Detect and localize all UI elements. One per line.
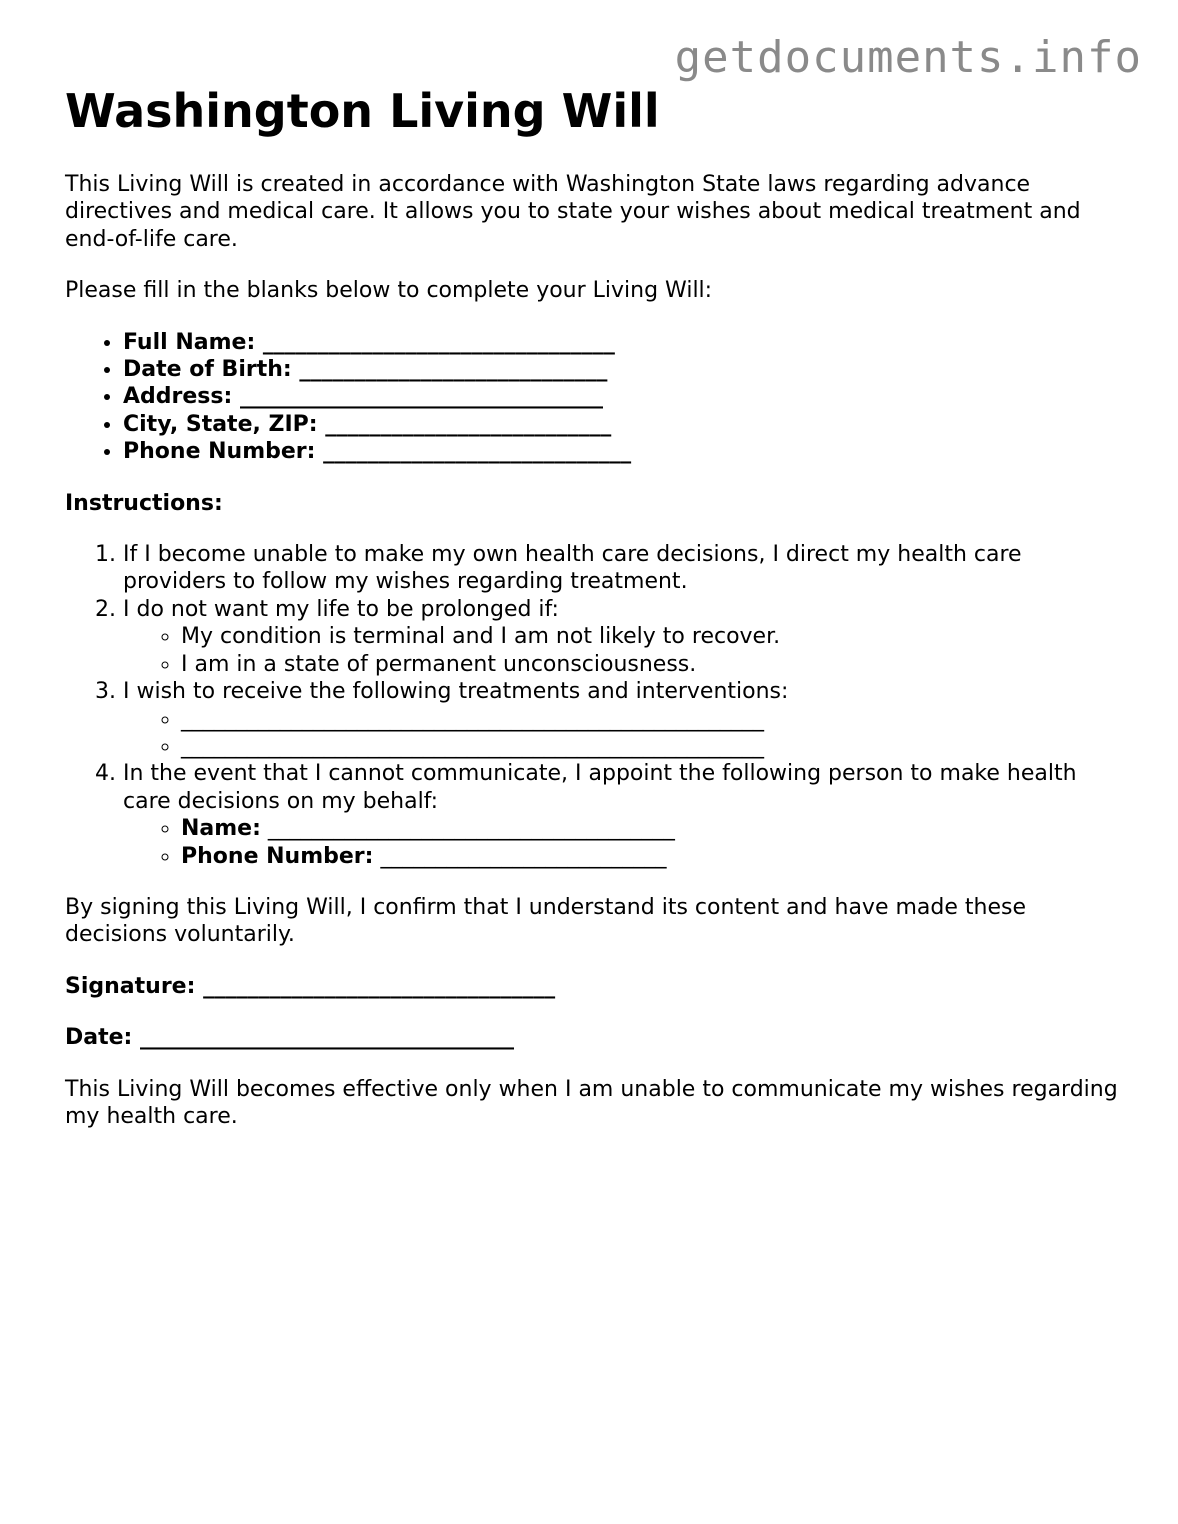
agent-name-field [181, 815, 1125, 842]
document-page [65, 86, 1125, 1130]
field-label: Phone Number: [181, 843, 374, 869]
city-state-zip-field [123, 411, 1125, 438]
effective-paragraph: This Living Will becomes effective only when I am unable to communicate my wishes regarding my health care. [65, 1076, 1118, 1129]
city-state-zip-blank[interactable]: __________________________ [325, 411, 612, 437]
field-label: Full Name: [123, 329, 256, 355]
condition-terminal: ◦ My condition is terminal and I am not likely to recover. [181, 623, 1125, 650]
instruction-sublist [123, 706, 1125, 761]
full-name-field [123, 329, 1125, 356]
field-label: Address: [123, 384, 233, 410]
treatment-blank-1[interactable]: ◦ _____________________________________________________ [181, 706, 1125, 733]
address-field [123, 383, 1125, 410]
instruction-sublist [123, 815, 1125, 870]
address-blank[interactable]: _________________________________ [239, 384, 603, 410]
instructions-heading: Instructions: [65, 490, 223, 516]
instruction-text: I do not want my life to be prolonged if: [123, 596, 559, 622]
date-of-birth-blank[interactable]: ____________________________ [299, 357, 608, 383]
field-label: Signature: [65, 973, 196, 999]
field-label: Date of Birth: [123, 357, 292, 383]
signature-field [65, 973, 1125, 1000]
date-blank[interactable]: __________________________________ [140, 1025, 515, 1051]
field-label: City, State, ZIP: [123, 411, 318, 437]
fill-prompt: Please fill in the blanks below to complete your Living Will: [65, 278, 713, 304]
treatment-blank-2[interactable]: ◦ _____________________________________________________ [181, 733, 1125, 760]
instruction-item [123, 760, 1125, 870]
watermark: getdocuments.info [674, 32, 1142, 83]
condition-unconscious: ◦ I am in a state of permanent unconsciousness. [181, 651, 1125, 678]
instructions-list [65, 541, 1125, 870]
date-of-birth-field [123, 356, 1125, 383]
field-label: Phone Number: [123, 439, 316, 465]
document-title: Washington Living Will [65, 84, 660, 138]
instruction-text: I wish to receive the following treatments and interventions: [123, 679, 789, 705]
field-label: Date: [65, 1025, 133, 1051]
field-label: Name: [181, 816, 261, 842]
full-name-blank[interactable]: ________________________________ [262, 329, 615, 355]
instruction-text: If I become unable to make my own health care decisions, I direct my health care providers to follow my wishes regarding treatment. [123, 542, 1022, 595]
instruction-item [123, 596, 1125, 678]
agent-phone-blank[interactable]: __________________________ [380, 843, 667, 869]
phone-number-field [123, 438, 1125, 465]
signature-blank[interactable]: ________________________________ [203, 973, 556, 999]
date-field [65, 1024, 1125, 1051]
instruction-text: In the event that I cannot communicate, I appoint the following person to make health care decisions on my behalf: [123, 761, 1077, 814]
personal-info-list [65, 329, 1125, 466]
phone-number-blank[interactable]: ____________________________ [323, 439, 632, 465]
agent-name-blank[interactable]: _____________________________________ [267, 816, 675, 842]
agent-phone-field [181, 843, 1125, 870]
instruction-item [123, 541, 1125, 596]
intro-paragraph: This Living Will is created in accordance with Washington State laws regarding advance directives and medical care. It allows you to state your wishes about medical treatment and end-of-life care. [65, 172, 1081, 252]
instruction-item [123, 678, 1125, 760]
instruction-sublist [123, 623, 1125, 678]
confirmation-paragraph: By signing this Living Will, I confirm that I understand its content and have made these decisions voluntarily. [65, 894, 1026, 948]
